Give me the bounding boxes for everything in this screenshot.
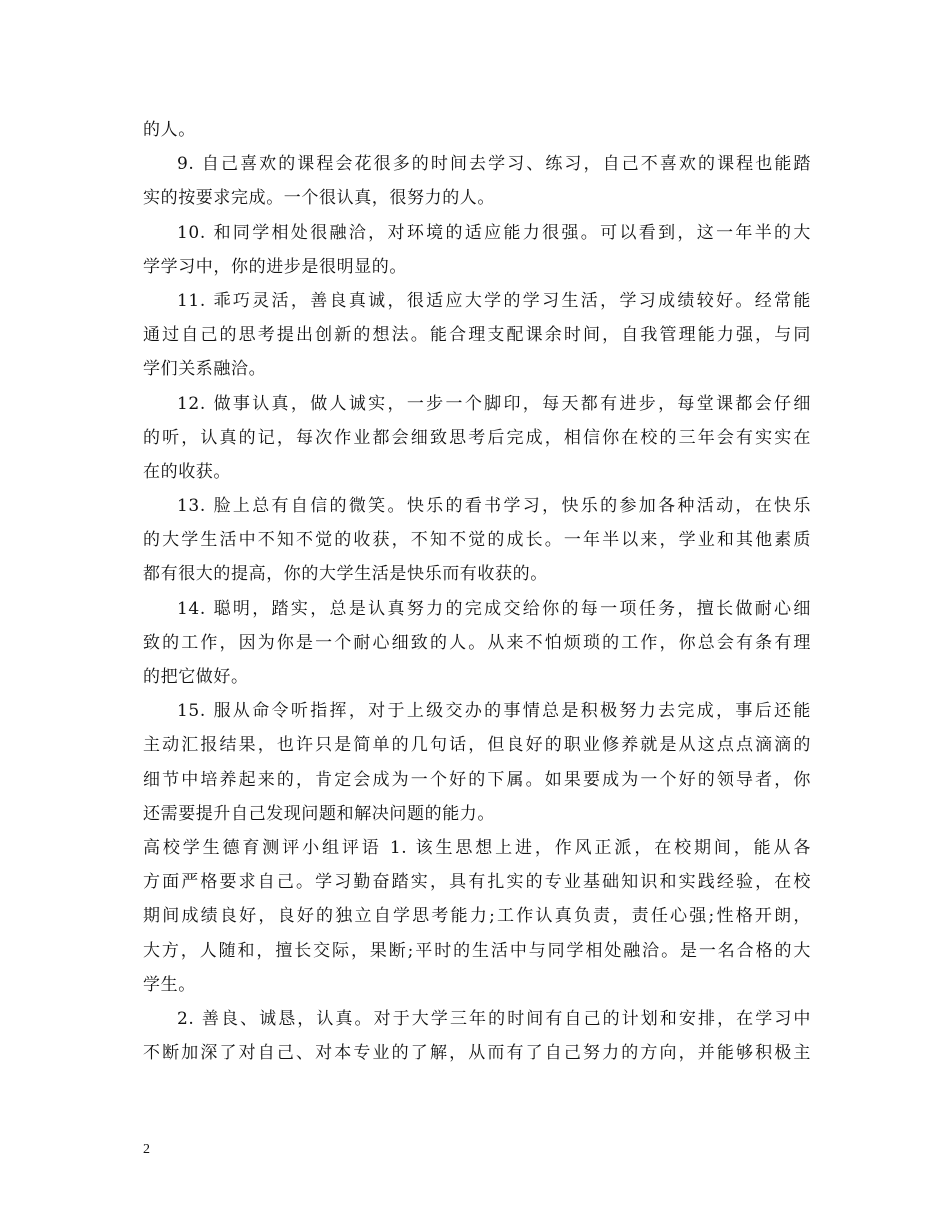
text-line: 实的按要求完成。一个很认真，很努力的人。 [143, 188, 495, 209]
text-line: 期间成绩良好，良好的独立自学思考能力;工作认真负责，责任心强;性格开朗， [143, 906, 811, 927]
body-text [143, 113, 811, 1070]
text-line: 的人。 [143, 120, 196, 140]
text-line: 2. 善良、诚恳，认真。对于大学三年的时间有自己的计划和安排，在学习中 [177, 1008, 811, 1029]
text-line: 都有很大的提高，你的大学生活是快乐而有收获的。 [143, 564, 548, 585]
text-line: 不断加深了对自己、对本专业的了解，从而有了自己努力的方向，并能够积极主 [143, 1043, 811, 1064]
text-line: 9. 自己喜欢的课程会花很多的时间去学习、练习，自己不喜欢的课程也能踏 [177, 154, 811, 175]
text-line: 的听，认真的记，每次作业都会细致思考后完成，相信你在校的三年会有实实在 [143, 427, 811, 448]
text-line: 15. 服从命令听指挥，对于上级交办的事情总是积极努力去完成，事后还能 [177, 701, 811, 722]
text-line: 大方，人随和，擅长交际，果断;平时的生活中与同学相处融洽。是一名合格的大 [143, 940, 811, 961]
text-line: 还需要提升自己发现问题和解决问题的能力。 [143, 803, 495, 824]
text-line: 在的收获。 [143, 461, 231, 482]
text-line: 的大学生活中不知不觉的收获，不知不觉的成长。一年半以来，学业和其他素质 [143, 530, 811, 551]
text-line: 13. 脸上总有自信的微笑。快乐的看书学习，快乐的参加各种活动，在快乐 [177, 496, 811, 517]
text-line: 细节中培养起来的，肯定会成为一个好的下属。如果要成为一个好的领导者，你 [143, 769, 811, 790]
text-line: 主动汇报结果，也许只是简单的几句话，但良好的职业修养就是从这点点滴滴的 [143, 735, 811, 756]
text-line: 的把它做好。 [143, 667, 249, 687]
text-line: 11. 乖巧灵活，善良真诚，很适应大学的学习生活，学习成绩较好。经常能 [177, 290, 811, 311]
text-line: 方面严格要求自己。学习勤奋踏实，具有扎实的专业基础知识和实践经验，在校 [143, 872, 811, 893]
text-line: 致的工作，因为你是一个耐心细致的人。从来不怕烦琐的工作，你总会有条有理 [143, 632, 811, 653]
text-line: 12. 做事认真，做人诚实，一步一个脚印，每天都有进步，每堂课都会仔细 [177, 393, 811, 414]
text-line: 学生。 [143, 974, 196, 995]
text-line: 10. 和同学相处很融洽，对环境的适应能力很强。可以看到，这一年半的大 [177, 222, 811, 243]
text-line: 高校学生德育测评小组评语 1. 该生思想上进，作风正派，在校期间，能从各 [143, 837, 811, 858]
text-line: 学们关系融洽。 [143, 359, 267, 380]
text-line: 14. 聪明，踏实，总是认真努力的完成交给你的每一项任务，擅长做耐心细 [177, 598, 811, 619]
text-line: 通过自己的思考提出创新的想法。能合理支配课余时间，自我管理能力强，与同 [143, 325, 811, 346]
page-number: 2 [143, 1142, 150, 1157]
text-line: 学学习中，你的进步是很明显的。 [143, 256, 407, 277]
